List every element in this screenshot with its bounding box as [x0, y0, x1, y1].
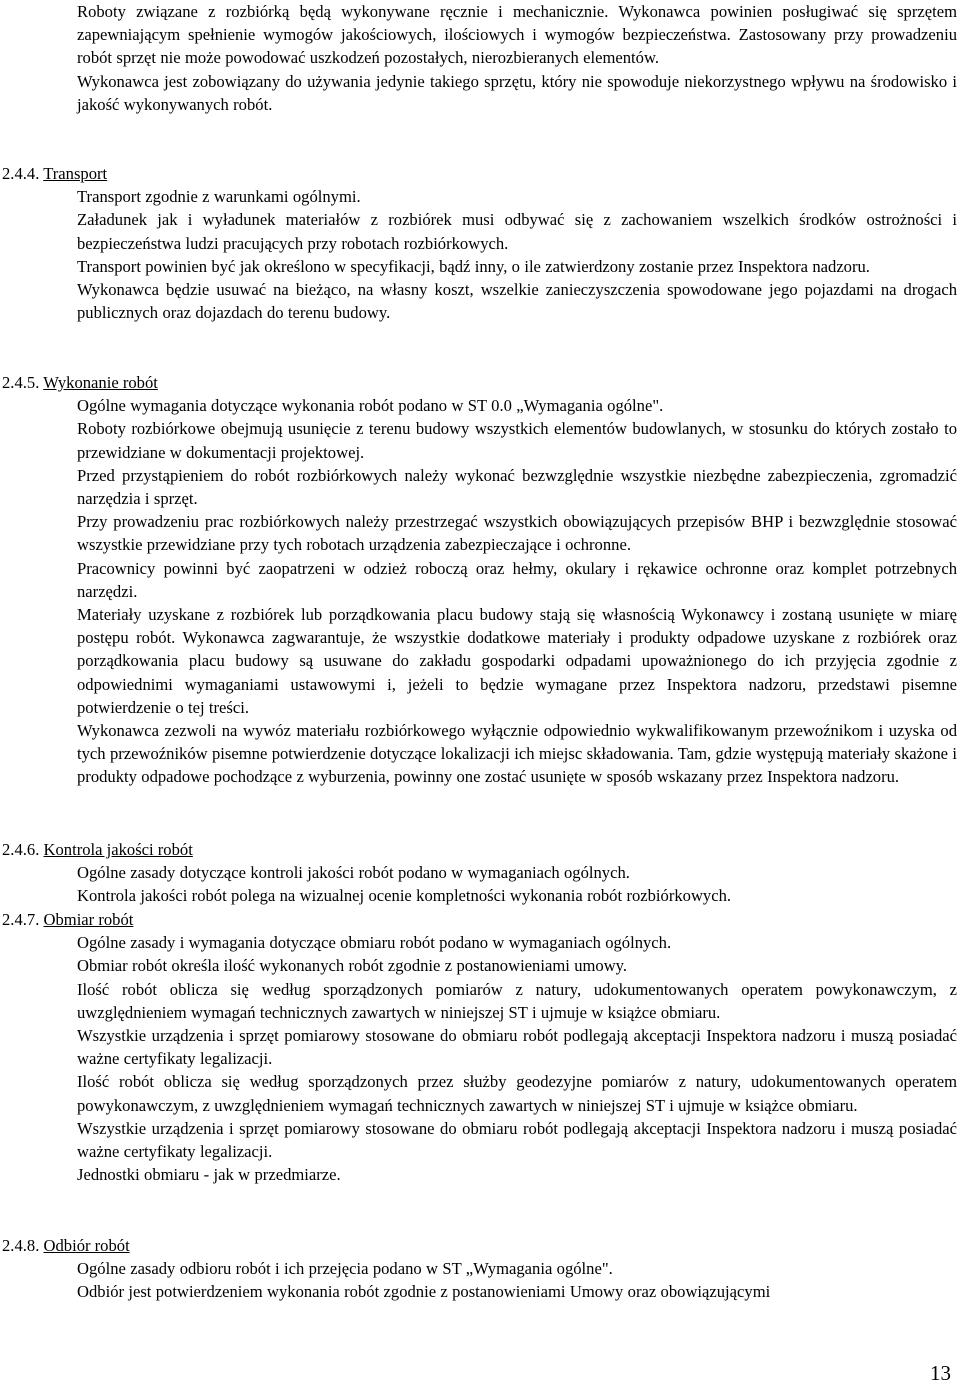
section-heading — [0, 1234, 957, 1257]
section-number: 2.4.6. — [2, 840, 40, 859]
paragraph: Transport powinien być jak określono w specyfikacji, bądź inny, o ile zatwierdzony zostanie przez Inspektora nadzoru. — [77, 256, 870, 276]
section-number: 2.4.7. — [2, 910, 40, 929]
paragraph: Pracownicy powinni być zaopatrzeni w odzież roboczą oraz hełmy, okulary i rękawice ochronne oraz komplet potrzebnych narzędzi. — [77, 558, 957, 601]
paragraph: Wykonawca będzie usuwać na bieżąco, na własny koszt, wszelkie zanieczyszczenia spowodowane jego pojazdami na drogach publicznych oraz dojazdach do terenu budowy. — [77, 280, 957, 323]
section-heading — [0, 908, 957, 931]
section-title: Kontrola jakości robót — [43, 840, 193, 859]
intro-block — [0, 0, 957, 116]
paragraph: Ogólne wymagania dotyczące wykonania robót podano w ST 0.0 „Wymagania ogólne". — [77, 396, 664, 416]
section-number: 2.4.8. — [2, 1236, 40, 1255]
section-number: 2.4.4. — [2, 164, 40, 183]
section-heading — [0, 838, 957, 861]
paragraph: Wszystkie urządzenia i sprzęt pomiarowy stosowane do obmiaru robót podlegają akceptacji Inspektora nadzoru i muszą posiadać ważne certyfikaty legalizacji. — [77, 1026, 957, 1069]
paragraph: Transport zgodnie z warunkami ogólnymi. — [77, 187, 361, 207]
paragraph: Wszystkie urządzenia i sprzęt pomiarowy stosowane do obmiaru robót podlegają akceptacji Inspektora nadzoru i muszą posiadać ważne certyfikaty legalizacji. — [77, 1118, 957, 1162]
paragraph: Przy prowadzeniu prac rozbiórkowych należy przestrzegać wszystkich obowiązujących przepisów BHP i bezwzględnie stosować wszystkie przewidziane przy tych robotach urządzenia zabezpieczające i ochronne. — [77, 512, 957, 555]
section-title: Transport — [43, 164, 108, 183]
paragraph: Ogólne zasady i wymagania dotyczące obmiaru robót podano w wymaganiach ogólnych. — [77, 933, 672, 953]
paragraph: Obmiar robót określa ilość wykonanych robót zgodnie z postanowieniami umowy. — [77, 956, 628, 976]
section-obmiar — [0, 908, 957, 1186]
paragraph: Kontrola jakości robót polega na wizualnej ocenie kompletności wykonania robót rozbiórkowych. — [77, 886, 732, 906]
paragraph: Załadunek jak i wyładunek materiałów z rozbiórek musi odbywać się z zachowaniem wszelkich środków ostrożności i bezpieczeństwa ludzi pracujących przy robotach rozbiórkowych. — [77, 210, 957, 253]
paragraph: Ilość robót oblicza się według sporządzonych pomiarów z natury, udokumentowanych operatem powykonawczym, z uwzględnieniem wymagań technicznych zawartych w niniejszej ST i ujmuje w książce obmiaru. — [77, 979, 957, 1022]
paragraph: Wykonawca jest zobowiązany do używania jedynie takiego sprzętu, który nie spowoduje niekorzystnego wpływu na środowisko i jakość wykonywanych robót. — [77, 71, 957, 114]
paragraph: Ogólne zasady odbioru robót i ich przejęcia podano w ST „Wymagania ogólne". — [77, 1259, 613, 1279]
page-number: 13 — [930, 1361, 951, 1385]
section-wykonanie — [0, 371, 957, 789]
paragraph: Jednostki obmiaru - jak w przedmiarze. — [77, 1165, 341, 1185]
paragraph: Roboty związane z rozbiórką będą wykonywane ręcznie i mechanicznie. Wykonawca powinien posługiwać się sprzętem zapewniającym spełnienie wymogów jakościowych, ilościowych i wymogów bezpieczeństwa. Zastosowany przy prowadzeniu robót sprzęt nie może powodować uszkodzeń pozostałych, nierozbieranych elementów. — [77, 2, 957, 68]
paragraph: Materiały uzyskane z rozbiórek lub porządkowania placu budowy stają się własnością Wykonawcy i zostaną usunięte w miarę postępu robót. Wykonawca zagwarantuje, że wszystkie dodatkowe materiały i produkty odpadowe uzyskane z rozbiórek oraz porządkowania placu budowy są usuwane do zakładu gospodarki odpadami upoważnionego do ich przyjęcia zgodnie z odpowiednimi wymaganiami ustawowymi i, jeżeli to będzie wymagane przez Inspektora nadzoru, przedstawi pisemne potwierdzenie o tej treści. — [77, 605, 957, 717]
paragraph: Przed przystąpieniem do robót rozbiórkowych należy wykonać bezwzględnie wszystkie niezbędne zabezpieczenia, zgromadzić narzędzia i sprzęt. — [77, 465, 957, 509]
section-title: Odbiór robót — [43, 1236, 130, 1255]
paragraph: Ilość robót oblicza się według sporządzonych przez służby geodezyjne pomiarów z natury, udokumentowanych operatem powykonawczym, z uwzględnieniem wymagań technicznych zawartych w niniejszej ST i ujmuje w książce obmiaru. — [77, 1072, 957, 1115]
section-transport — [0, 162, 957, 324]
section-kontrola — [0, 838, 957, 908]
section-number: 2.4.5. — [2, 373, 40, 392]
paragraph: Ogólne zasady dotyczące kontroli jakości robót podano w wymaganiach ogólnych. — [77, 863, 630, 883]
section-odbior — [0, 1234, 957, 1304]
section-title: Wykonanie robót — [43, 373, 158, 392]
section-heading — [0, 162, 957, 185]
paragraph: Odbiór jest potwierdzeniem wykonania robót zgodnie z postanowieniami Umowy oraz obowiązującymi — [77, 1282, 771, 1302]
section-heading — [0, 371, 957, 394]
paragraph: Wykonawca zezwoli na wywóz materiału rozbiórkowego wyłącznie odpowiednio wykwalifikowanym przewoźnikom i uzyska od tych przewoźników pisemne potwierdzenie dotyczące lokalizacji ich miejsc składowania. Tam, gdzie występują materiały skażone i produkty odpadowe pochodzące z wyburzenia, powinny one zostać usunięte w sposób wskazany przez Inspektora nadzoru. — [77, 721, 957, 787]
section-title: Obmiar robót — [43, 910, 134, 929]
paragraph: Roboty rozbiórkowe obejmują usunięcie z terenu budowy wszystkich elementów budowlanych, w stosunku do których zostało to przewidziane w dokumentacji projektowej. — [77, 419, 957, 462]
